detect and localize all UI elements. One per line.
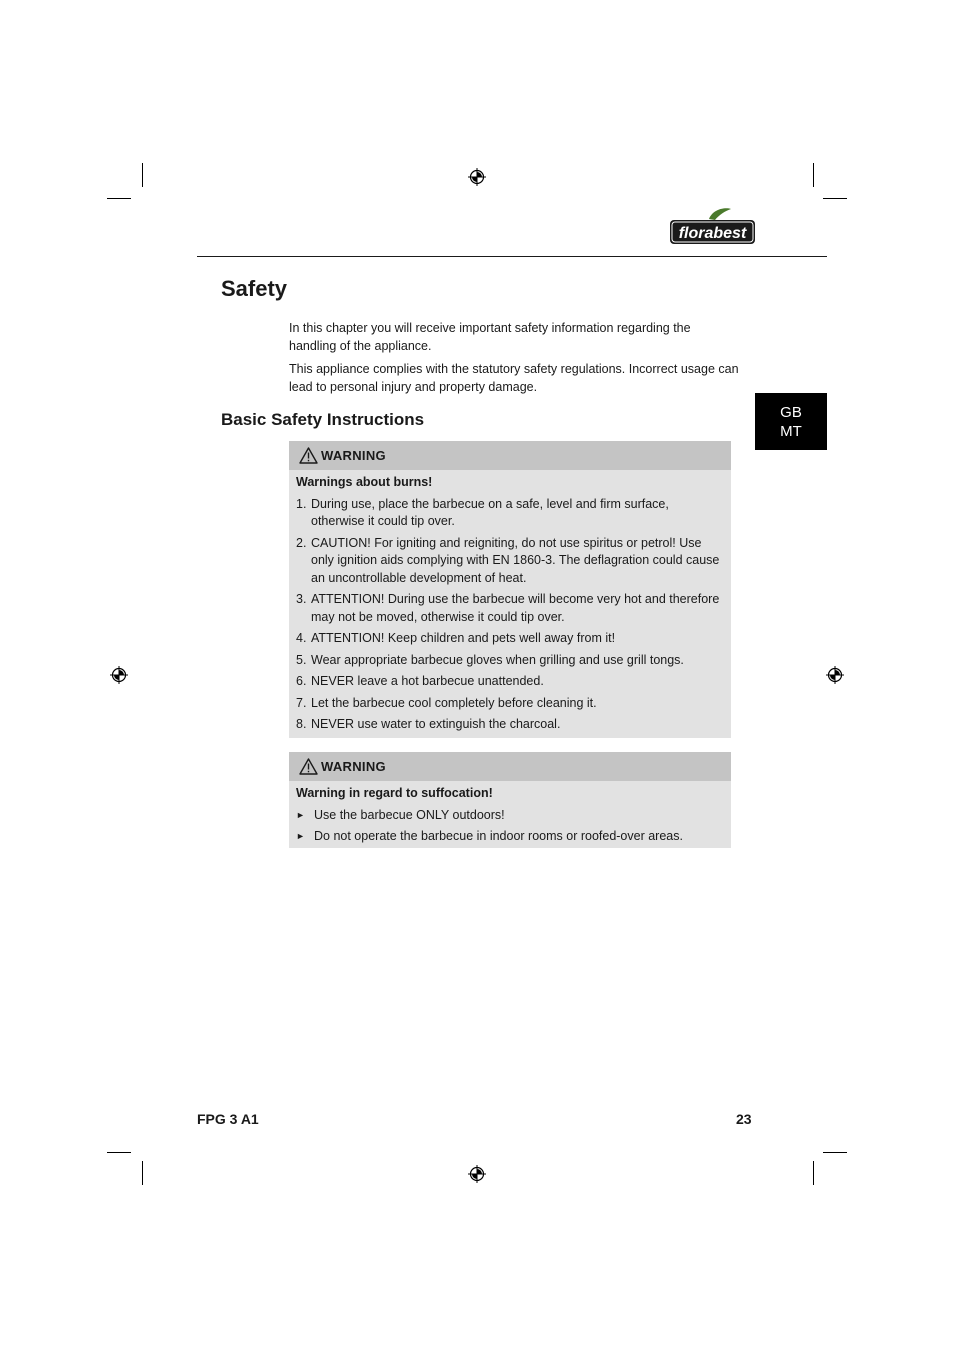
warning-triangle-icon — [299, 447, 318, 464]
warning-list — [296, 807, 723, 846]
crop-mark — [107, 198, 131, 199]
page-title: Safety — [221, 276, 288, 301]
language-code: GB — [780, 403, 802, 421]
list-item: 6. NEVER leave a hot barbecue unattended. — [296, 674, 544, 688]
footer-model-number: FPG 3 A1 — [197, 1111, 259, 1127]
list-item: ► Do not operate the barbecue in indoor rooms or roofed-over areas. — [296, 828, 723, 846]
crop-mark — [823, 1152, 847, 1153]
crop-mark — [813, 163, 814, 187]
warning-triangle-icon — [299, 758, 318, 775]
list-item: 5. Wear appropriate barbecue gloves when grilling and use grill tongs. — [296, 652, 684, 667]
list-item: ► Use the barbecue ONLY outdoors! — [296, 807, 723, 825]
warning-label: WARNING — [321, 759, 386, 774]
intro-text — [289, 319, 739, 401]
warning-box-burns — [289, 441, 731, 738]
registration-mark-icon — [110, 666, 128, 684]
list-item: 1. During use, place the barbecue on a safe, level and firm surface, otherwise it could tip over. — [296, 496, 669, 528]
crop-mark — [142, 163, 143, 187]
arrow-bullet-icon: ► — [296, 831, 305, 841]
crop-mark — [823, 198, 847, 199]
list-item: 3. ATTENTION! During use the barbecue will become very hot and therefore may not be moved, otherwise it could tip over. — [296, 592, 720, 624]
list-item: 2. CAUTION! For igniting and reigniting, do not use spiritus or petrol! Use only ignition aids complying with EN 1860-3. The deflagration could cause an uncontrollable development of heat. — [296, 535, 720, 585]
header-rule — [197, 256, 827, 257]
list-item: 8. NEVER use water to extinguish the charcoal. — [296, 717, 561, 731]
intro-paragraph: In this chapter you will receive important safety information regarding the handling of the appliance. — [289, 321, 691, 353]
warning-subtitle: Warning in regard to suffocation! — [296, 786, 493, 800]
warning-label: WARNING — [321, 448, 386, 463]
crop-mark — [813, 1161, 814, 1185]
warning-box-suffocation — [289, 752, 731, 848]
registration-mark-icon — [468, 1165, 486, 1183]
registration-mark-icon — [468, 168, 486, 186]
warning-header — [289, 752, 731, 781]
warning-subtitle: Warnings about burns! — [296, 475, 433, 489]
registration-mark-icon — [826, 666, 844, 684]
section-title: Basic Safety Instructions — [221, 410, 425, 429]
footer-page-number: 23 — [736, 1111, 752, 1127]
language-code: MT — [780, 422, 802, 440]
arrow-bullet-icon: ► — [296, 809, 305, 820]
brand-logo-text: florabest — [678, 225, 747, 242]
warning-list — [296, 496, 723, 734]
list-item: 7. Let the barbecue cool completely before cleaning it. — [296, 695, 597, 710]
brand-logo — [669, 207, 756, 245]
list-item: 4. ATTENTION! Keep children and pets well away from it! — [296, 631, 616, 645]
warning-header — [289, 441, 731, 470]
intro-paragraph: This appliance complies with the statutory safety regulations. Incorrect usage can lead to personal injury and property damage. — [289, 362, 739, 394]
language-tab — [755, 393, 827, 450]
crop-mark — [107, 1152, 131, 1153]
crop-mark — [142, 1161, 143, 1185]
